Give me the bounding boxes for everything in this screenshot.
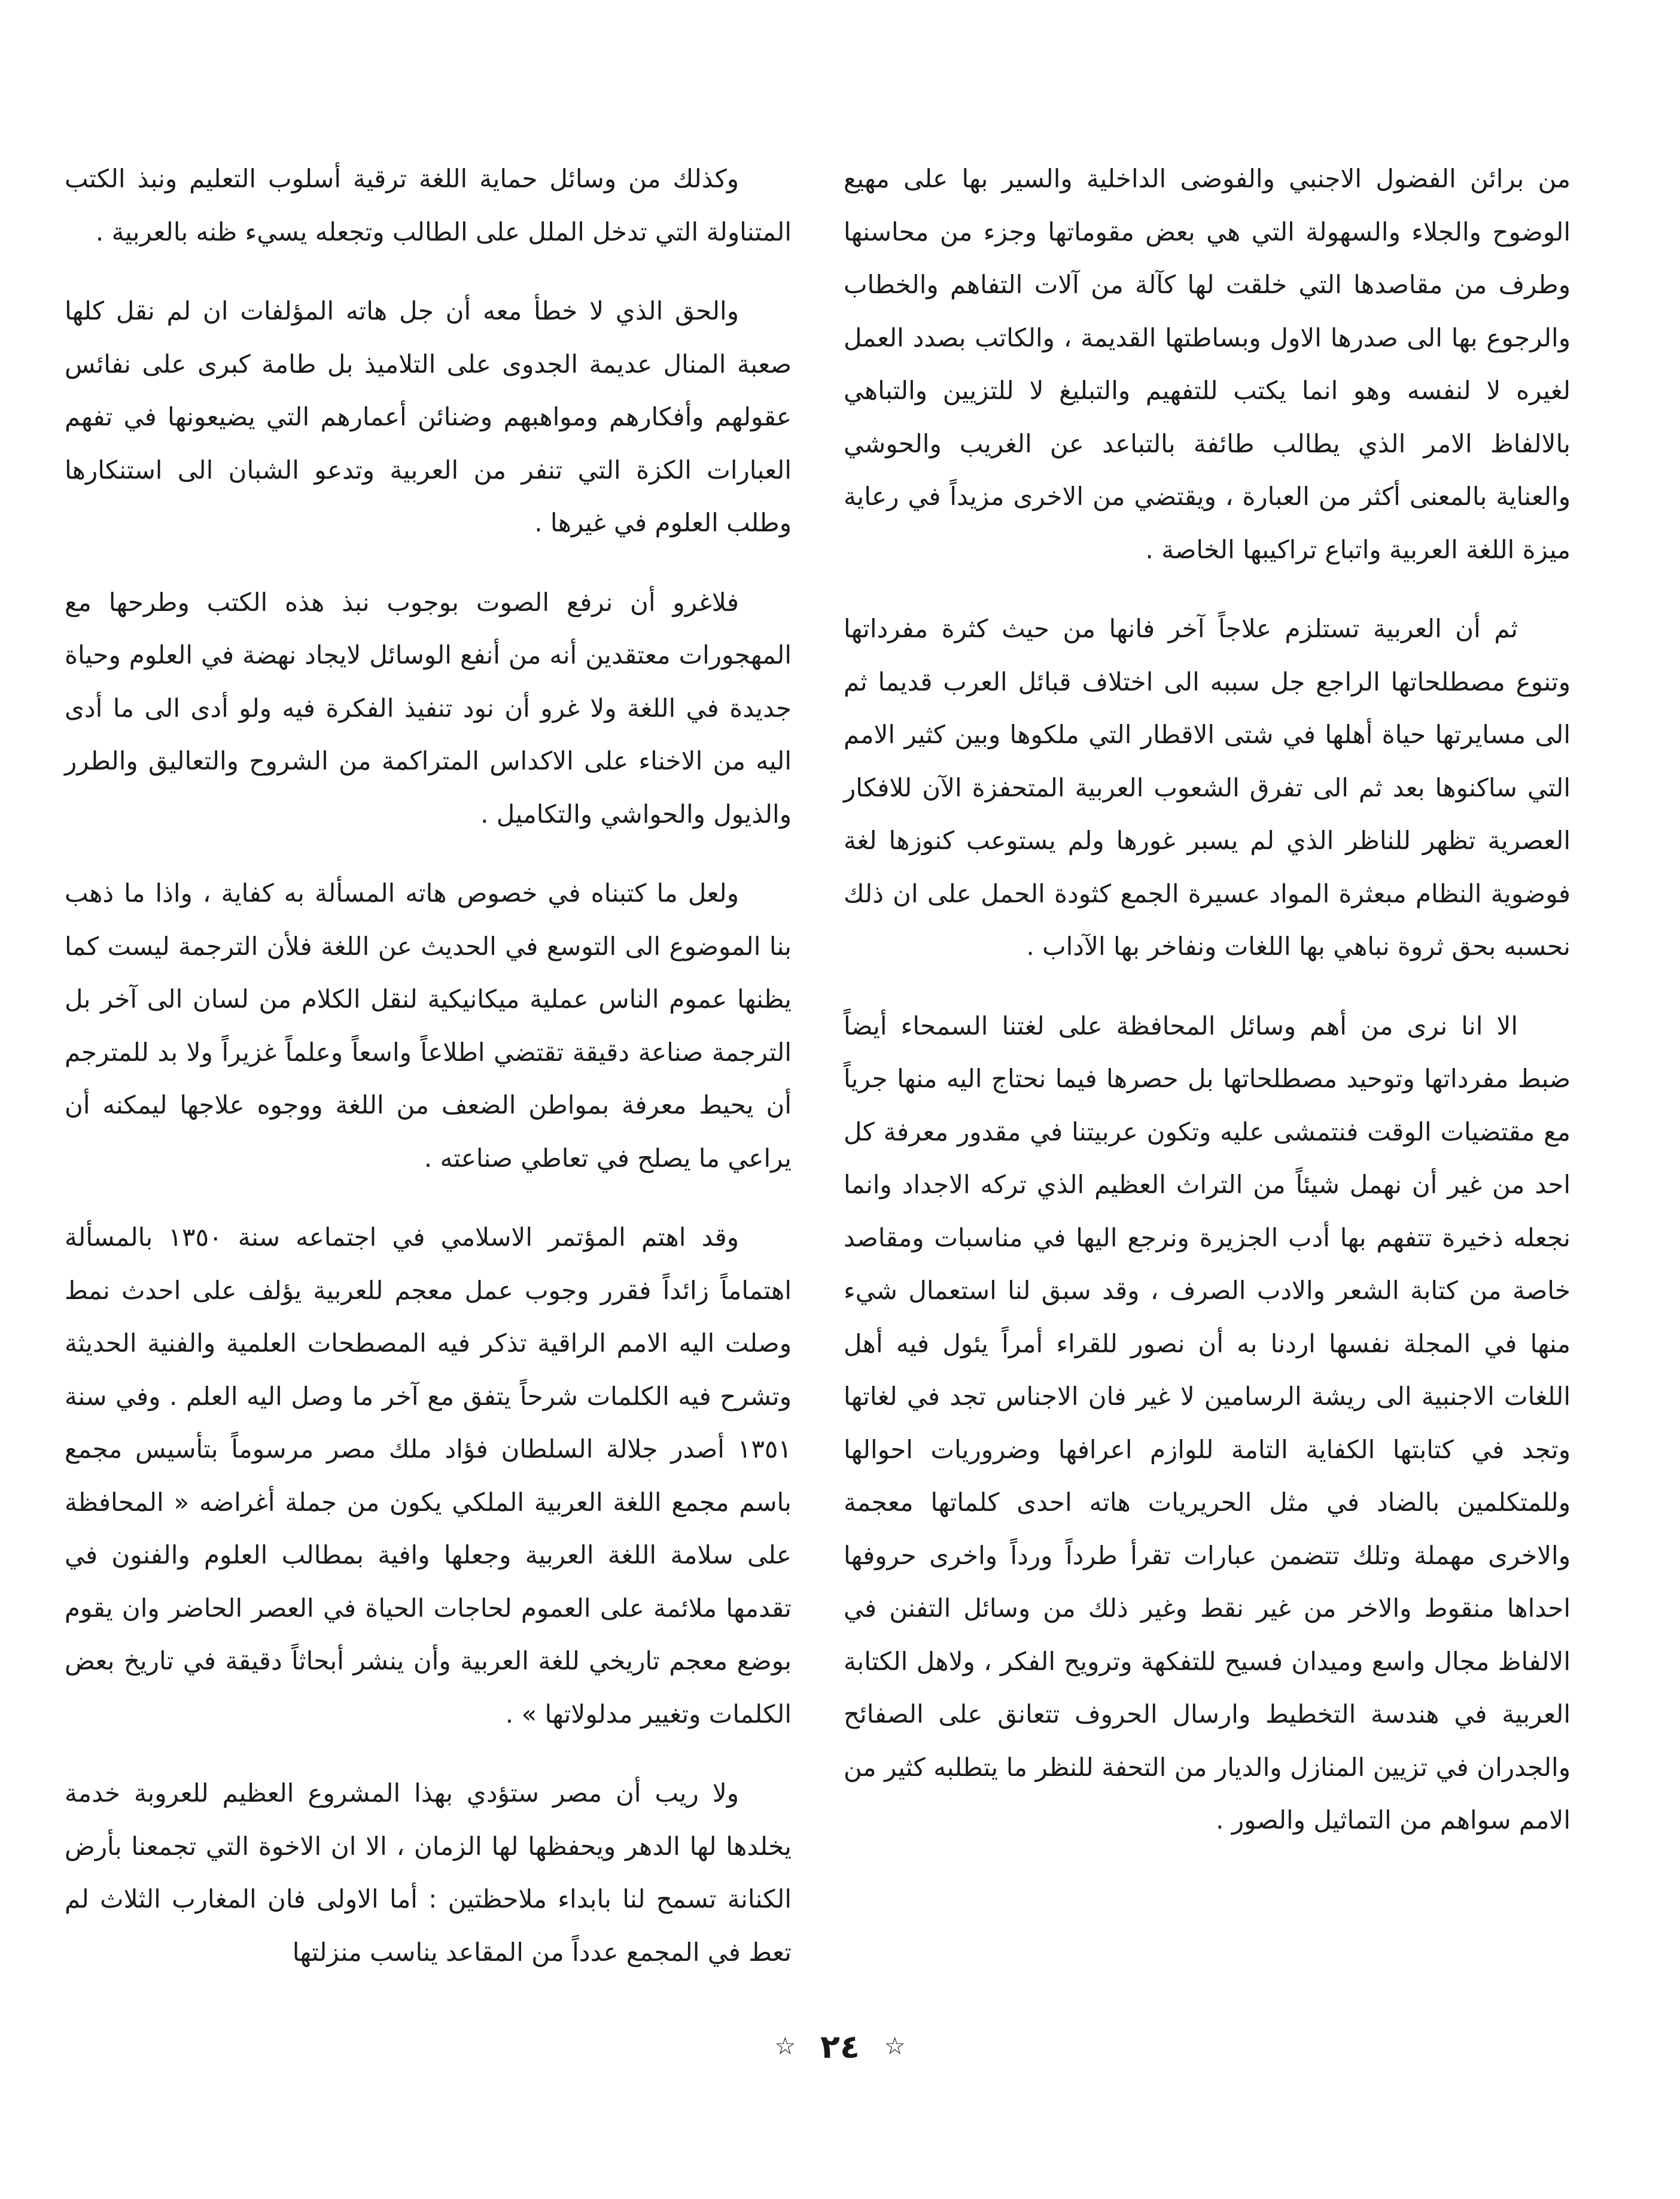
paragraph: من برائن الفضول الاجنبي والفوضى الداخلية والسير بها على مهيع الوضوح والجلاء والسهولة التي هي بعض مقوماتها وجزء من محاسنها وطرف من مقاصدها التي خلقت لها كآلة من آلات التفاهم والخطاب والرجوع بها الى صدرها الاول وبساطتها القديمة ، والكاتب بصدد العمل لغيره لا لنفسه وهو انما يكتب للتفهيم والتبليغ لا للتزيين والتباهي بالالفاظ الامر الذي يطالب طائفة بالتباعد عن الغريب والحوشي والعناية بالمعنى أكثر من العبارة ، ويقتضي من الاخرى مزيداً في رعاية ميزة اللغة العربية واتباع تراكيبها الخاصة . (844, 164, 1571, 564)
paragraph: الا انا نرى من أهم وسائل المحافظة على لغتنا السمحاء أيضاً ضبط مفرداتها وتوحيد مصطلحاتها بل حصرها فيما نحتاج اليه منها جرياً مع مقتضيات الوقت فنتمشى عليه وتكون عربيتنا في مقدور معرفة كل احد من غير أن نهمل شيئاً من التراث العظيم الذي تركه الاجداد وانما نجعله ذخيرة تتفهم بها أدب الجزيرة ونرجع اليها في مناسبات ومقاصد خاصة من كتابة الشعر والادب الصرف ، وقد سبق لنا استعمال شيء منها في المجلة نفسها اردنا به أن نصور للقراء أمراً يئول فيه أهل اللغات الاجنبية الى ريشة الرسامين لا غير فان الاجناس تجد في لغاتها وتجد في كتابتها الكفاية التامة للوازم اعرافها وضروريات احوالها وللمتكلمين بالضاد في مثل الحريريات هاته احدى كلماتها معجمة والاخرى مهملة وتلك تتضمن عبارات تقرأ طرداً ورداً واخرى حروفها احداها منقوط والاخر من غير نقط وغير ذلك من وسائل التفنن في الالفاظ مجال واسع وميدان فسيح للتفكهة وترويح الفكر ، ولاهل الكتابة العربية في هندسة التخطيط وارسال الحروف تتعانق على الصفائح والجدران في تزيين المنازل والديار من التحفة للنظر ما يتطلبه كثير من الامم سواهم من التماثيل والصور . (844, 1011, 1571, 1835)
star-icon: ☆ (884, 2033, 906, 2061)
paragraph: ولعل ما كتبناه في خصوص هاته المسألة به كفاية ، واذا ما ذهب بنا الموضوع الى التوسع في الحديث عن اللغة فلأن الترجمة ليست كما يظنها عموم الناس عملية ميكانيكية لنقل الكلام من لسان الى آخر بل الترجمة صناعة دقيقة تقتضي اطلاعاً واسعاً وعلماً غزيراً ولا بد للمترجم أن يحيط معرفة بمواطن الضعف من اللغة ووجوه علاجها ليمكنه أن يراعي ما يصلح في تعاطي صناعته . (65, 878, 792, 1173)
paragraph: ثم أن العربية تستلزم علاجاً آخر فانها من حيث كثرة مفرداتها وتنوع مصطلحاتها الراجع جل سببه الى اختلاف قبائل العرب قديما ثم الى مسايرتها حياة أهلها في شتى الاقطار التي ملكوها وبين كثير الامم التي ساكنوها بعد ثم الى تفرق الشعوب العربية المتحفزة الآن للافكار العصرية تظهر للناظر الذي لم يسبر غورها ولم يستوعب كنوزها لغة فوضوية النظام مبعثرة المواد عسيرة الجمع كثودة الحمل على ان ذلك نحسبه بحق ثروة نباهي بها اللغات ونفاخر بها الآداب . (844, 614, 1571, 961)
paragraph: ولا ريب أن مصر ستؤدي بهذا المشروع العظيم للعروبة خدمة يخلدها لها الدهر ويحفظها لها الزمان ، الا ان الاخوة التي تجمعنا بأرض الكنانة تسمح لنا بابداء ملاحظتين : أما الاولى فان المغارب الثلاث لم تعط في المجمع عدداً من المقاعد يناسب منزلتها (65, 1778, 792, 1967)
left-column (65, 153, 792, 1979)
paragraph: والحق الذي لا خطأ معه أن جل هاته المؤلفات ان لم نقل كلها صعبة المنال عديمة الجدوى على التلاميذ بل طامة كبرى على نفائس عقولهم وأفكارهم ومواهبهم وضنائن أعمارهم التي يضيعونها في تفهم العبارات الكزة التي تنفر من العربية وتدعو الشبان الى استنكارها وطلب العلوم في غيرها . (65, 296, 792, 537)
right-column (844, 153, 1571, 1847)
page-footer (0, 2025, 1680, 2066)
paragraph: وكذلك من وسائل حماية اللغة ترقية أسلوب التعليم ونبذ الكتب المتناولة التي تدخل الملل على الطالب وتجعله يسيء ظنه بالعربية . (65, 164, 792, 247)
paragraph: وقد اهتم المؤتمر الاسلامي في اجتماعه سنة ١٣٥٠ بالمسألة اهتماماً زائداً فقرر وجوب عمل معجم للعربية يؤلف على احدث نمط وصلت اليه الامم الراقية تذكر فيه المصطحات العلمية والفنية الحديثة وتشرح فيه الكلمات شرحاً يتفق مع آخر ما وصل اليه العلم . وفي سنة ١٣٥١ أصدر جلالة السلطان فؤاد ملك مصر مرسوماً بتأسيس مجمع باسم مجمع اللغة العربية الملكي يكون من جملة أغراضه « المحافظة على سلامة اللغة العربية وجعلها وافية بمطالب العلوم والفنون في تقدمها ملائمة على العموم لحاجات الحياة في العصر الحاضر وان يقوم بوضع معجم تاريخي للغة العربية وأن ينشر أبحاثاً دقيقة في تاريخ بعض الكلمات وتغيير مدلولاتها » . (65, 1222, 792, 1729)
paragraph: فلاغرو أن نرفع الصوت بوجوب نبذ هذه الكتب وطرحها مع المهجورات معتقدين أنه من أنفع الوسائل لايجاد نهضة في العلوم وحياة جديدة في اللغة ولا غرو أن نود تنفيذ الفكرة فيه ولو أدى الى ما أدى اليه من الاخناء على الاكداس المتراكمة من الشروح والتعاليق والطرر والذيول والحواشي والتكاميل . (65, 587, 792, 829)
page-number: ٢٤ (820, 2027, 860, 2066)
star-icon: ☆ (774, 2033, 796, 2061)
